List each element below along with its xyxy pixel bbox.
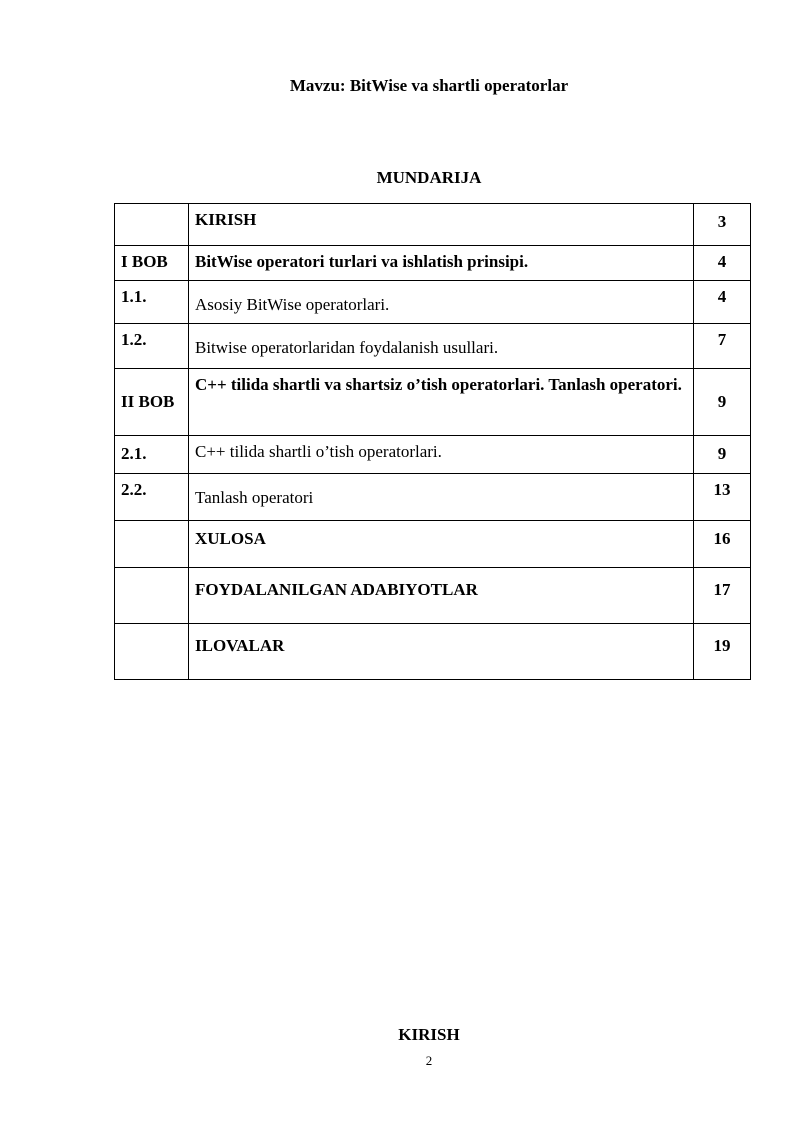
toc-row-title: C++ tilida shartli va shartsiz o’tish operatorlari. Tanlash operatori. — [189, 369, 694, 436]
toc-row — [115, 521, 751, 568]
toc-row-page: 9 — [694, 436, 751, 474]
toc-row — [115, 324, 751, 369]
toc-row-page: 19 — [694, 624, 751, 680]
document-topic: Mavzu: BitWise va shartli operatorlar — [289, 76, 569, 95]
toc-row — [115, 281, 751, 324]
toc-row — [115, 436, 751, 474]
toc-row-number: II BOB — [115, 369, 189, 436]
toc-row-number — [115, 521, 189, 568]
toc-row — [115, 246, 751, 281]
toc-row — [115, 369, 751, 436]
toc-row — [115, 624, 751, 680]
page-number: 2 — [425, 1053, 433, 1068]
toc-row-title: ILOVALAR — [189, 624, 694, 680]
toc-row-number: 1.1. — [115, 281, 189, 324]
toc-row-title: Bitwise operatorlaridan foydalanish usullari. — [189, 324, 694, 369]
toc-row-page: 3 — [694, 204, 751, 246]
toc-row-title: XULOSA — [189, 521, 694, 568]
toc-row — [115, 568, 751, 624]
toc-row-title: Tanlash operatori — [189, 474, 694, 521]
toc-row-title: Asosiy BitWise operatorlari. — [189, 281, 694, 324]
toc-row-number: 2.1. — [115, 436, 189, 474]
toc-row-page: 17 — [694, 568, 751, 624]
toc-row-number — [115, 624, 189, 680]
toc-row-number: 2.2. — [115, 474, 189, 521]
toc-row-page: 9 — [694, 369, 751, 436]
toc-heading: MUNDARIJA — [376, 168, 482, 187]
toc-row-number — [115, 204, 189, 246]
toc-row-page: 16 — [694, 521, 751, 568]
toc-row-title: C++ tilida shartli o’tish operatorlari. — [189, 436, 694, 474]
toc-row-number — [115, 568, 189, 624]
toc-row-title: KIRISH — [189, 204, 694, 246]
next-section-heading: KIRISH — [398, 1025, 460, 1044]
toc-row — [115, 204, 751, 246]
toc-row-title: BitWise operatori turlari va ishlatish prinsipi. — [189, 246, 694, 281]
toc-row-page: 4 — [694, 281, 751, 324]
toc-row-page: 7 — [694, 324, 751, 369]
toc-row-page: 4 — [694, 246, 751, 281]
toc-table — [114, 203, 751, 680]
toc-row-page: 13 — [694, 474, 751, 521]
toc-row — [115, 474, 751, 521]
toc-row-number: I BOB — [115, 246, 189, 281]
toc-row-number: 1.2. — [115, 324, 189, 369]
toc-row-title: FOYDALANILGAN ADABIYOTLAR — [189, 568, 694, 624]
